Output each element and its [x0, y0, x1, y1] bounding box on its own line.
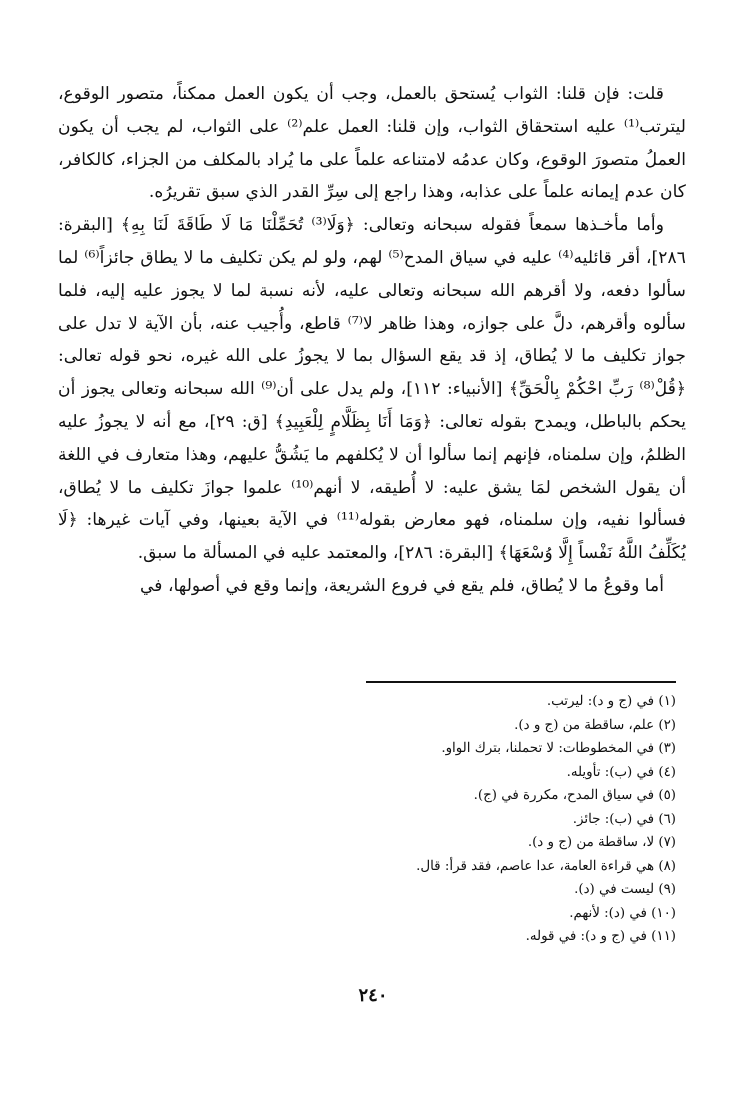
footnote-7: (٧) لا، ساقطة من (ج و د). — [527, 835, 676, 850]
footnote-9: (٩) ليست في (د). — [574, 882, 676, 897]
footnote-divider — [366, 681, 676, 683]
footnotes-list — [236, 690, 676, 949]
paragraph-2: وأما مأخـذها سمعاً فقوله سبحانه وتعالى: ﴿وَلَا⁽³⁾ تُحَمِّلْنَا مَا لَا طَاقَةَ لَنَا بِهِ﴾ [البقرة: ٢٨٦]، أقر قائليه⁽⁴⁾ عليه في سياق المدح⁽⁵⁾ لهم، ولو لم يكن تكليف ما لا يطاق جائزاً⁽⁶⁾ لما سألوا دفعه، ولا أقرهم الله سبحانه وتعالى عليه، لأنه نسبة لما لا يجوز عليه إليه، فلما سألوه وأقرهم، دلَّ على جوازه، وهذا ظاهر لا⁽⁷⁾ قاطع، وأُجيب عنه، بأن الآية لا تدل على جواز تكليف ما لا يُطاق، إذ قد يقع السؤال بما لا يجوزُ على الله غيره، نحو قوله تعالى: ﴿قُلْ⁽⁸⁾ رَبِّ احْكُمْ بِالْحَقِّ﴾ [الأنبياء: ١١٢]، ولم يدل على أن⁽⁹⁾ الله سبحانه وتعالى يجوز أن يحكم بالباطل، ويمدح بقوله تعالى: ﴿وَمَا أَنَا بِظَلَّامٍ لِلْعَبِيدِ﴾ [ق: ٢٩]، مع أنه لا يجوزُ عليه الظلمُ، وإن سلمناه، فإنهم إنما سألوا أن لا يُكلفهم ما يَشُقُّ عليهم، وهذا متعارف في اللغة أن يقول الشخص لمَا يشق عليه: لا أُطيقه، لا أنهم⁽¹⁰⁾ علموا جوازَ تكليف ما لا يُطاق، فسألوا نفيه، وإن سلمناه، فهو معارض بقوله⁽¹¹⁾ في الآية بعينها، وفي آيات غيرها: ﴿لَا يُكَلِّفُ اللَّهُ نَفْساً إِلَّا وُسْعَهَا﴾ [البقرة: ٢٨٦]، والمعتمد عليه في المسألة ما سبق. — [58, 215, 687, 564]
page-body — [58, 78, 686, 603]
paragraph-1: قلت: فإن قلنا: الثواب يُستحق بالعمل، وجب أن يكون العمل ممكناً، متصور الوقوع، ليترتب⁽¹⁾ عليه استحقاق الثواب، وإن قلنا: العمل علم⁽²⁾ على الثواب، لم يجب أن يكون العملُ متصورَ الوقوع، وكان عدمُه لامتناعه علماً على ما يُراد بالمكلف من الجزاء، كالكافر، كان عدم إيمانه علماً على عذابه، وهذا راجع إلى سِرِّ القدر الذي سبق تقريرُه. — [58, 84, 686, 203]
footnote-4: (٤) في (ب): تأويله. — [566, 764, 676, 780]
main-text — [58, 78, 686, 603]
page-number: ٢٤٠ — [358, 985, 388, 1006]
footnote-1: (١) في (ج و د): ليرتب. — [546, 694, 676, 709]
footnote-3: (٣) في المخطوطات: لا تحملنا، بترك الواو. — [441, 741, 676, 756]
footnote-8: (٨) هي قراءة العامة، عدا عاصم، فقد قرأ: قال. — [416, 858, 676, 874]
footnote-2: (٢) علم، ساقطة من (ج و د). — [514, 717, 676, 733]
footnote-6: (٦) في (ب): جائز. — [572, 811, 676, 827]
footnote-10: (١٠) في (د): لأنهم. — [569, 905, 676, 921]
paragraph-3: أما وقوعُ ما لا يُطاق، فلم يقع في فروع الشريعة، وإنما وقع في أصولها، في — [139, 575, 664, 596]
footnote-11: (١١) في (ج و د): في قوله. — [525, 929, 676, 944]
footnote-5: (٥) في سياق المدح، مكررة في (ج). — [473, 788, 676, 803]
